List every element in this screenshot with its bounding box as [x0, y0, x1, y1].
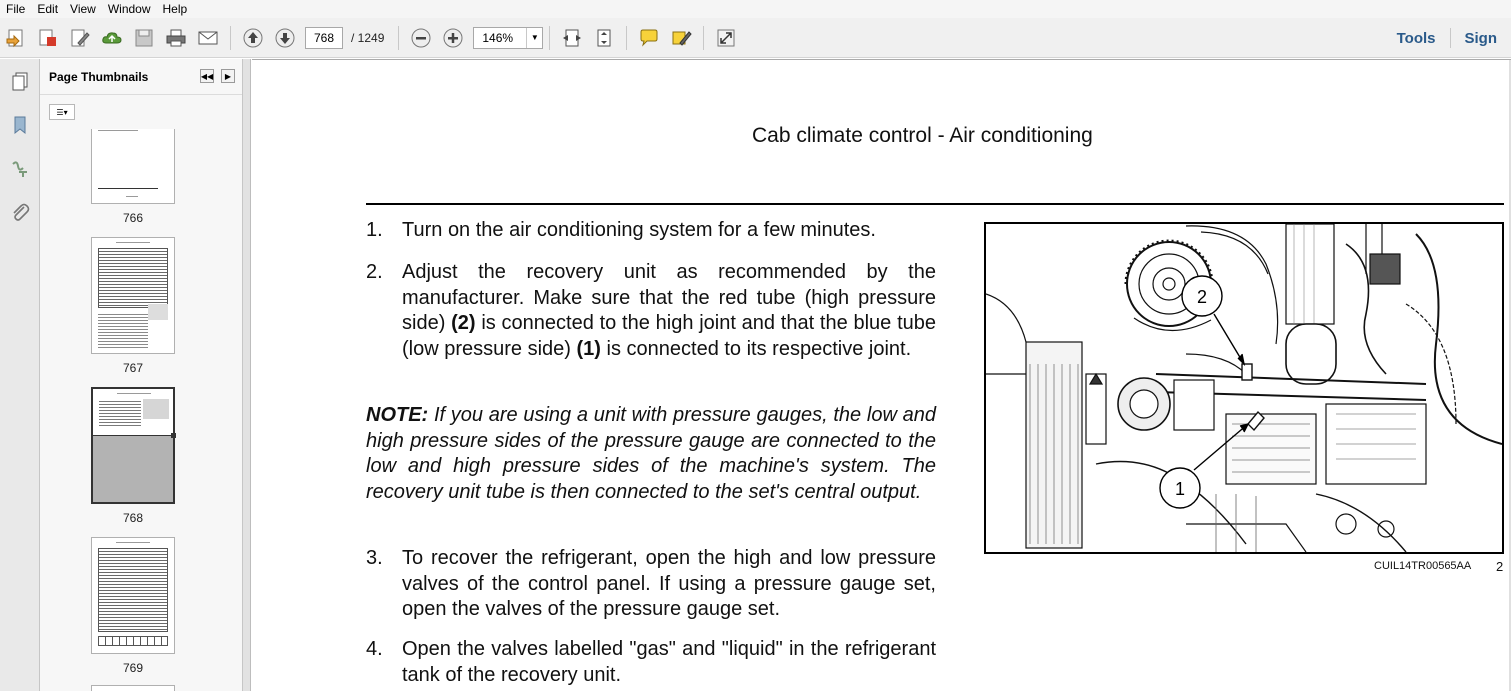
callout-1-label: 1: [1174, 479, 1186, 499]
chevron-down-icon[interactable]: ▼: [526, 28, 542, 48]
toolbar-separator: [549, 26, 550, 50]
signatures-icon[interactable]: [0, 147, 40, 191]
thumbnail-list: [40, 129, 230, 691]
edit-pdf-icon[interactable]: [66, 24, 94, 52]
thumbnail-page-767[interactable]: [91, 237, 175, 354]
thumbnail-label: 769: [122, 661, 144, 675]
panel-menu-icon[interactable]: ▶: [221, 69, 235, 83]
step-text: Adjust the recovery unit as recommended by the manufacturer. Make sure that the red tube (high pressure side) (2) is connected to the high joint and that the blue tube (low pressure side) (1) is connected to its respective joint.: [402, 261, 936, 360]
toolbar-separator: [626, 26, 627, 50]
combine-files-icon[interactable]: [34, 24, 62, 52]
menu-window[interactable]: Window: [107, 2, 151, 16]
engine-illustration: [986, 224, 1502, 552]
menu-help[interactable]: Help: [162, 2, 188, 16]
create-pdf-icon[interactable]: [2, 24, 30, 52]
collapse-panel-icon[interactable]: ◀◀: [200, 69, 214, 83]
figure-caption: CUIL14TR00565AA: [1374, 560, 1472, 572]
thumbnail-page-766[interactable]: [91, 129, 175, 204]
step-number: 1.: [366, 219, 383, 241]
menu-bar: [0, 0, 1511, 18]
attachments-icon[interactable]: [0, 191, 40, 235]
callout-2-label: 2: [1196, 287, 1208, 307]
full-screen-icon[interactable]: [712, 24, 740, 52]
engine-diagram-figure: [984, 222, 1504, 554]
step-item: [366, 546, 936, 623]
toolbar-separator: [703, 26, 704, 50]
thumbnail-options: [40, 95, 242, 129]
zoom-in-icon[interactable]: [439, 24, 467, 52]
thumbnail-label: 766: [122, 211, 144, 225]
page-total: / 1249: [351, 30, 385, 45]
panel-title: Page Thumbnails: [49, 69, 149, 84]
thumbnail-options-icon[interactable]: ☰▾: [49, 104, 75, 120]
comment-icon[interactable]: [635, 24, 663, 52]
menu-edit[interactable]: Edit: [37, 2, 59, 16]
menu-file[interactable]: File: [6, 2, 26, 16]
step-number: 4.: [366, 638, 383, 660]
step-text: Turn on the air conditioning system for a few minutes.: [402, 219, 876, 241]
note-label: NOTE:: [366, 404, 429, 426]
highlight-icon[interactable]: [667, 24, 695, 52]
step-item: [366, 218, 936, 244]
step-text: Open the valves labelled "gas" and "liquid" in the refrigerant tank of the recovery unit.: [402, 638, 936, 686]
tools-button[interactable]: Tools: [1396, 29, 1436, 47]
zoom-select[interactable]: [473, 27, 543, 49]
next-page-icon[interactable]: [271, 24, 299, 52]
thumbnail-page-769[interactable]: [91, 537, 175, 654]
note-paragraph: [366, 403, 936, 505]
thumbnail-page-next[interactable]: [91, 685, 175, 691]
save-icon[interactable]: [130, 24, 158, 52]
figure-number: 2: [1496, 559, 1504, 574]
page-thumbnails-icon[interactable]: [0, 59, 40, 103]
page-thumbnails-panel: [40, 59, 243, 691]
note-text: If you are using a unit with pressure gauges, the low and high pressure sides of the pressure gauge are connected to the low and high pressure sides of the machine's system. The recovery unit tube is then connected to the set's central output.: [366, 404, 936, 503]
thumbnail-label: 767: [122, 361, 144, 375]
toolbar-separator: [230, 26, 231, 50]
step-text: To recover the refrigerant, open the high and low pressure valves of the control panel. If using a pressure gauge set, open the valves of the pressure gauge set.: [402, 547, 936, 621]
toolbar-right: [1383, 18, 1511, 58]
previous-page-icon[interactable]: [239, 24, 267, 52]
sign-button[interactable]: Sign: [1464, 29, 1497, 47]
toolbar-separator: [398, 26, 399, 50]
panel-splitter[interactable]: [243, 59, 251, 691]
page-title: Cab climate control - Air conditioning: [752, 124, 1093, 147]
email-icon[interactable]: [194, 24, 222, 52]
title-rule: [366, 203, 1504, 205]
zoom-out-icon[interactable]: [407, 24, 435, 52]
page-number-input[interactable]: 768: [305, 27, 343, 49]
zoom-value: 146%: [482, 30, 514, 45]
step-item: [366, 637, 936, 688]
step-item: [366, 260, 936, 362]
step-number: 2.: [366, 261, 383, 283]
print-icon[interactable]: [162, 24, 190, 52]
thumbnail-label: 768: [122, 511, 144, 525]
cloud-upload-icon[interactable]: [98, 24, 126, 52]
fit-width-icon[interactable]: [558, 24, 586, 52]
menu-view[interactable]: View: [70, 2, 96, 16]
fit-page-icon[interactable]: [590, 24, 618, 52]
document-view: [252, 59, 1511, 691]
bookmarks-icon[interactable]: [0, 103, 40, 147]
navigation-rail: [0, 59, 40, 691]
step-number: 3.: [366, 547, 383, 569]
panel-header: [40, 59, 242, 95]
thumbnail-page-768[interactable]: [91, 387, 175, 504]
toolbar: [0, 18, 1511, 58]
